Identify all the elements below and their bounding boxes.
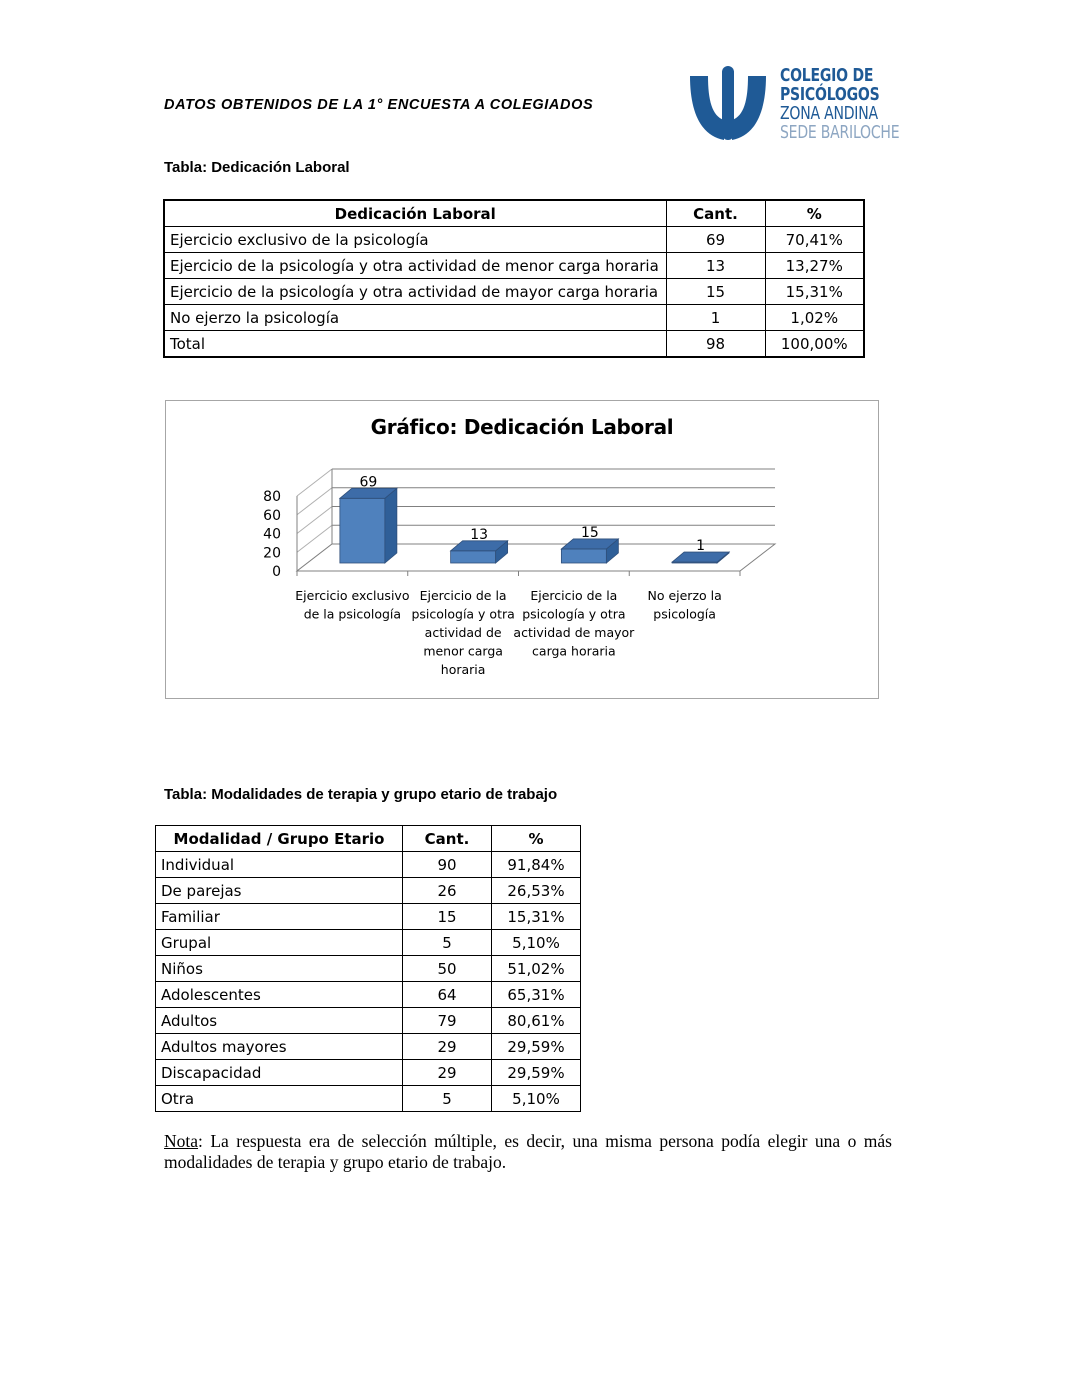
table-cell: 29 (403, 1034, 492, 1060)
table-row (156, 956, 581, 982)
table-cell: 26 (403, 878, 492, 904)
table-cell: 15 (403, 904, 492, 930)
table-cell: 26,53% (492, 878, 581, 904)
logo-line-2: PSICÓLOGOS (780, 84, 880, 105)
category-label: Ejercicio exclusivo (295, 588, 410, 603)
table-cell: Adolescentes (156, 982, 403, 1008)
table-row (156, 1034, 581, 1060)
table-cell: 98 (666, 331, 765, 358)
note-text: : La respuesta era de selección múltiple, es decir, una misma persona podía elegir una o más modalidades de terapia y grupo etario de trabajo. (164, 1131, 892, 1172)
note-label: Nota (164, 1131, 199, 1151)
table-cell: Grupal (156, 930, 403, 956)
table-header-row (164, 200, 864, 227)
column-header: Modalidad / Grupo Etario (156, 826, 403, 852)
table-cell: 79 (403, 1008, 492, 1034)
table-cell: Niños (156, 956, 403, 982)
table-cell: 91,84% (492, 852, 581, 878)
data-label: 15 (580, 524, 599, 541)
category-label: Ejercicio de la (419, 588, 507, 603)
bar-front (561, 549, 606, 563)
table-row (156, 904, 581, 930)
bar-front (451, 551, 496, 563)
table-cell: Otra (156, 1086, 403, 1112)
table-cell: 13,27% (765, 253, 864, 279)
column-header: Cant. (403, 826, 492, 852)
y-tick-label: 60 (263, 507, 281, 524)
table-row (164, 305, 864, 331)
table-cell: Discapacidad (156, 1060, 403, 1086)
table-cell: 5 (403, 1086, 492, 1112)
category-label: psicología (653, 606, 716, 622)
table-cell: Familiar (156, 904, 403, 930)
table-cell: De parejas (156, 878, 403, 904)
table-cell: 69 (666, 227, 765, 253)
y-tick-label: 40 (263, 526, 281, 543)
table-row (156, 982, 581, 1008)
table-cell: Adultos (156, 1008, 403, 1034)
bar-side (385, 488, 397, 563)
table-cell: 50 (403, 956, 492, 982)
category-label: de la psicología (303, 606, 402, 622)
y-tick-label: 80 (263, 489, 281, 505)
logo-line-3: ZONA ANDINA (780, 103, 878, 124)
table-cell: 5,10% (492, 1086, 581, 1112)
table2-title: Tabla: Modalidades de terapia y grupo etario de trabajo (164, 786, 558, 803)
bar-front (340, 498, 385, 563)
data-label: 13 (470, 526, 489, 543)
colegio-logo (688, 64, 900, 144)
column-header: Dedicación Laboral (164, 200, 666, 227)
table-row (156, 930, 581, 956)
table-row (164, 227, 864, 253)
column-header: % (492, 826, 581, 852)
table-cell: 29,59% (492, 1034, 581, 1060)
category-label: horaria (440, 662, 486, 677)
category-label: carga horaria (532, 643, 616, 659)
table-cell: Individual (156, 852, 403, 878)
table-row (156, 1060, 581, 1086)
data-label: 1 (696, 538, 706, 555)
column-header: % (765, 200, 864, 227)
logo-line-4: SEDE BARILOCHE (780, 122, 900, 143)
table-cell: 51,02% (492, 956, 581, 982)
logo-line-1: COLEGIO DE (780, 65, 874, 86)
category-label: menor carga (423, 643, 503, 659)
table-cell: 15,31% (765, 279, 864, 305)
note-paragraph (164, 1131, 892, 1173)
table-cell: No ejerzo la psicología (164, 305, 666, 331)
table-row (156, 1008, 581, 1034)
table-row (164, 331, 864, 358)
table-row (164, 279, 864, 305)
table-cell: 15 (666, 279, 765, 305)
table-header-row (156, 826, 581, 852)
table-row (156, 852, 581, 878)
table-cell: 70,41% (765, 227, 864, 253)
modalidades-table (155, 825, 581, 1112)
category-label: No ejerzo la (647, 588, 722, 603)
y-tick-label: 20 (263, 545, 281, 562)
category-label: actividad de (424, 625, 502, 640)
dedicacion-chart (165, 400, 879, 699)
table-cell: 1,02% (765, 305, 864, 331)
table-cell: 90 (403, 852, 492, 878)
table-cell: 80,61% (492, 1008, 581, 1034)
table-row (156, 1086, 581, 1112)
table-cell: 15,31% (492, 904, 581, 930)
category-label: Ejercicio de la (530, 588, 618, 603)
chart-canvas (166, 401, 878, 698)
table-cell: 65,31% (492, 982, 581, 1008)
table-cell: 29,59% (492, 1060, 581, 1086)
column-header: Cant. (666, 200, 765, 227)
table-cell: 5,10% (492, 930, 581, 956)
table-cell: Ejercicio exclusivo de la psicología (164, 227, 666, 253)
document-header-title: DATOS OBTENIDOS DE LA 1° ENCUESTA A COLEGIADOS (164, 97, 594, 113)
psi-logo-icon (688, 64, 778, 144)
data-label: 69 (359, 474, 378, 491)
table-cell: 1 (666, 305, 765, 331)
category-label: psicología y otra (411, 606, 515, 622)
table-row (164, 253, 864, 279)
table-cell: 5 (403, 930, 492, 956)
y-tick-label: 0 (272, 564, 281, 580)
table-cell: Ejercicio de la psicología y otra actividad de mayor carga horaria (164, 279, 666, 305)
table-row (156, 878, 581, 904)
table-cell: Adultos mayores (156, 1034, 403, 1060)
table-cell: 29 (403, 1060, 492, 1086)
table-cell: 100,00% (765, 331, 864, 358)
dedicacion-table (163, 199, 865, 358)
table-cell: Total (164, 331, 666, 358)
table-cell: 64 (403, 982, 492, 1008)
table-cell: Ejercicio de la psicología y otra actividad de menor carga horaria (164, 253, 666, 279)
table-cell: 13 (666, 253, 765, 279)
table1-title: Tabla: Dedicación Laboral (164, 159, 350, 176)
category-label: actividad de mayor (513, 625, 635, 640)
category-label: psicología y otra (522, 606, 626, 622)
chart-title: Gráfico: Dedicación Laboral (370, 415, 674, 439)
